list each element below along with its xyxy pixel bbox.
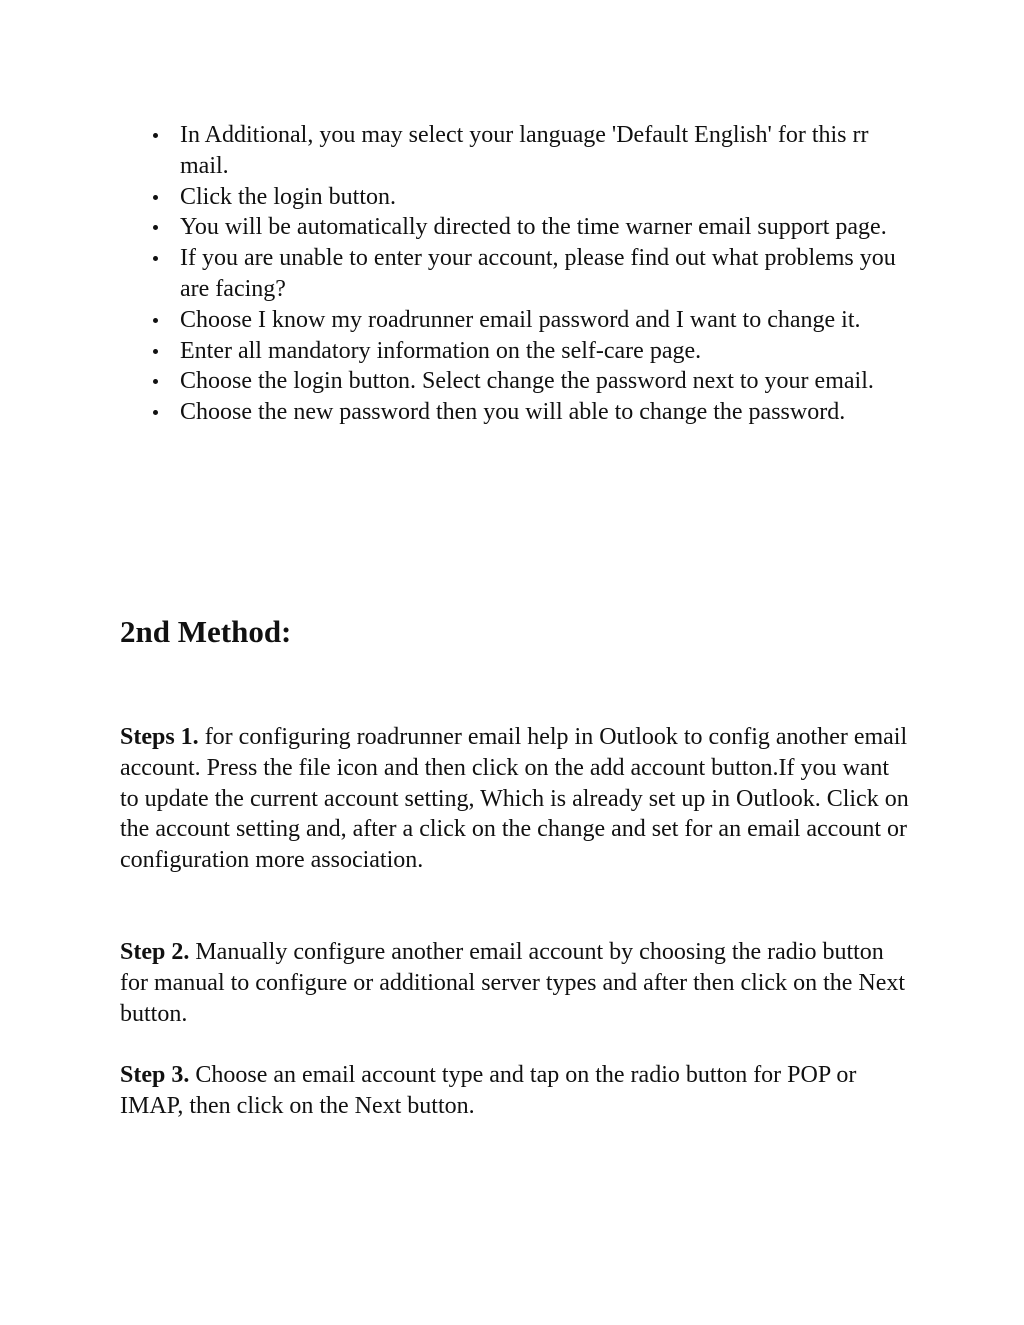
list-item-text: In Additional, you may select your language 'Default English' for this rr mail. <box>180 122 869 179</box>
list-item <box>144 120 904 182</box>
bullet-dot-icon <box>153 318 158 323</box>
list-item <box>144 212 904 243</box>
instruction-list <box>144 120 904 428</box>
list-item-text: Choose the new password then you will able to change the password. <box>180 399 846 426</box>
list-item <box>144 336 904 367</box>
method-heading: 2nd Method: <box>120 614 292 649</box>
list-item <box>144 397 904 428</box>
list-item <box>144 305 904 336</box>
step-label: Step 3. <box>120 1062 190 1088</box>
list-item-text: If you are unable to enter your account, please find out what problems you are facing? <box>180 245 896 302</box>
step-text: Manually configure another email account by choosing the radio button for manual to configure or additional server types and after then click on the Next button. <box>120 939 906 1027</box>
bullet-dot-icon <box>153 379 158 384</box>
list-item <box>144 366 904 397</box>
list-item-text: Click the login button. <box>180 183 396 210</box>
step-text: Choose an email account type and tap on the radio button for POP or IMAP, then click on the Next button. <box>120 1062 857 1119</box>
step-text: for configuring roadrunner email help in Outlook to config another email account. Press the file icon and then click on the add account button.If you want to update the current account setting, Which is already set up in Outlook. Click on the account setting and, after a click on the change and set for an email account or configuration more association. <box>120 724 909 874</box>
bullet-dot-icon <box>153 195 158 200</box>
list-item-text: You will be automatically directed to the time warner email support page. <box>180 214 887 241</box>
bullet-dot-icon <box>153 225 158 230</box>
bullet-dot-icon <box>153 256 158 261</box>
list-item-text: Choose the login button. Select change the password next to your email. <box>180 368 874 395</box>
step-paragraph <box>120 722 910 876</box>
step-label: Step 2. <box>120 939 190 965</box>
step-label: Steps 1. <box>120 724 199 750</box>
step-paragraph <box>120 937 910 1029</box>
list-item-text: Choose I know my roadrunner email password and I want to change it. <box>180 306 861 333</box>
bullet-dot-icon <box>153 410 158 415</box>
bullet-dot-icon <box>153 349 158 354</box>
list-item <box>144 243 904 305</box>
list-item <box>144 182 904 213</box>
step-paragraph <box>120 1060 910 1122</box>
bullet-dot-icon <box>153 133 158 138</box>
list-item-text: Enter all mandatory information on the self-care page. <box>180 337 702 364</box>
